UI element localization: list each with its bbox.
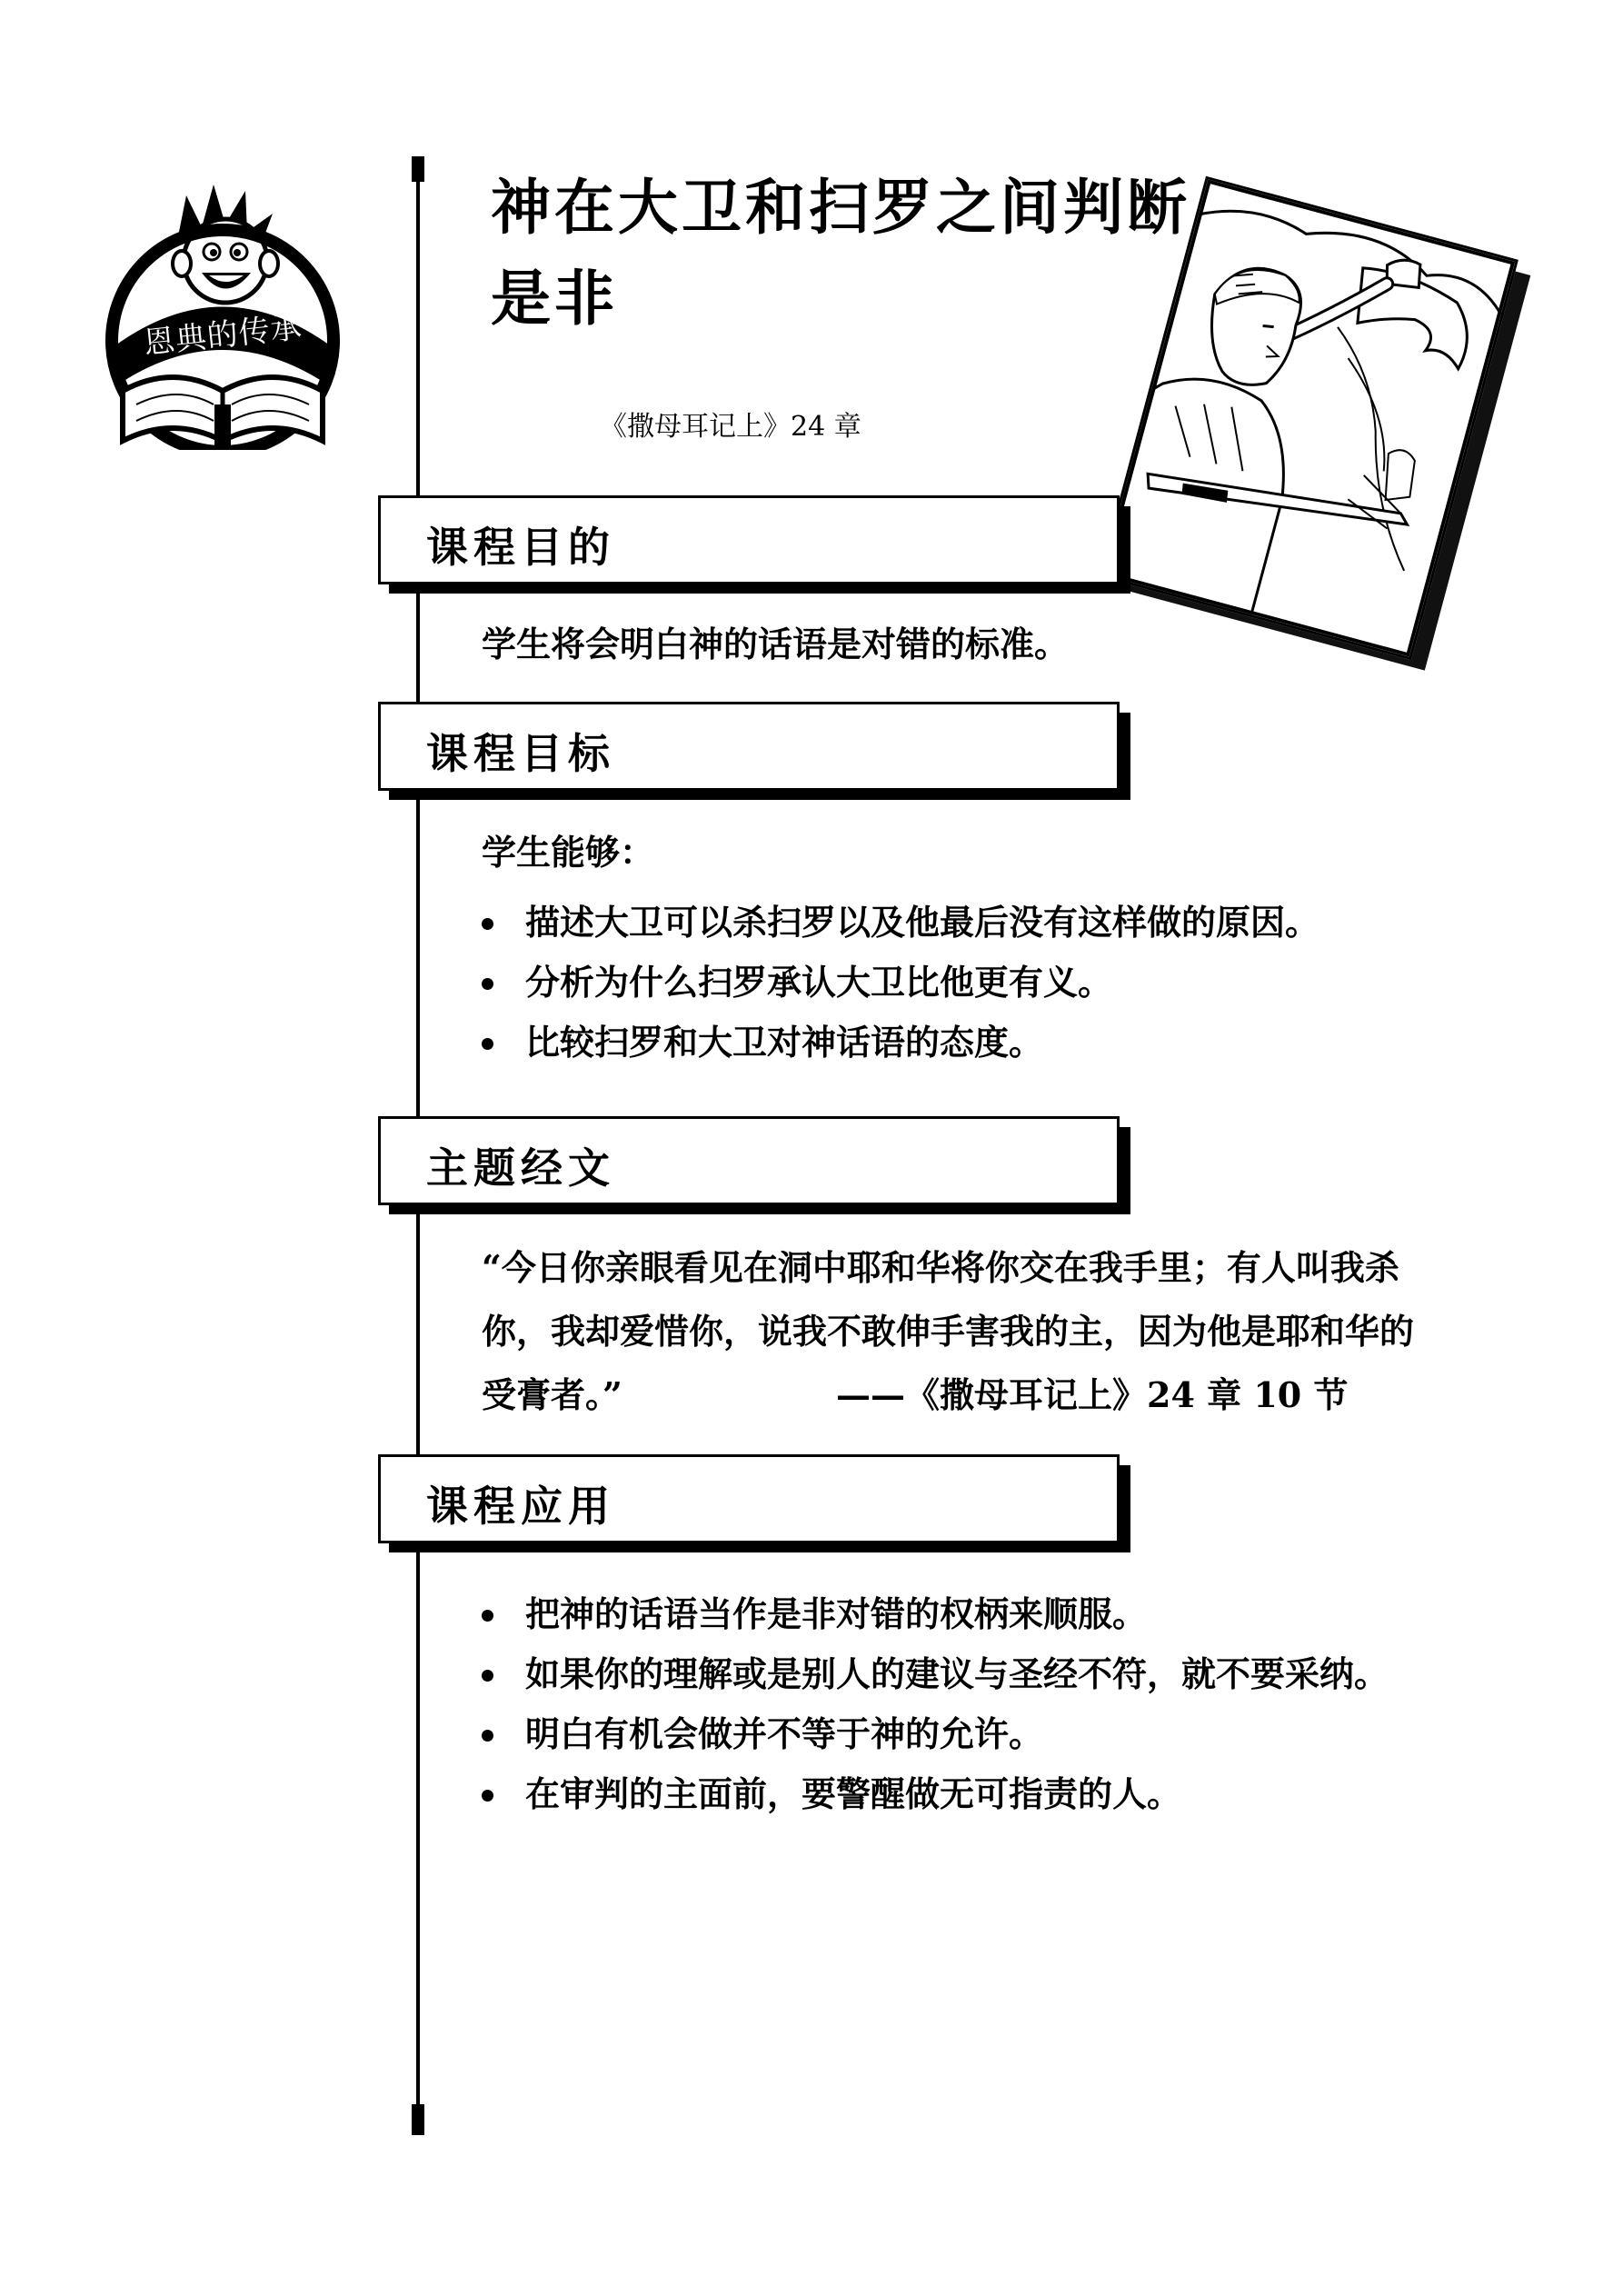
header-box [378, 1116, 1120, 1205]
section-heading: 课程目的 [426, 523, 615, 572]
section-heading: 主题经文 [426, 1143, 615, 1193]
list-item: 描述大卫可以杀扫罗以及他最后没有这样做的原因。 [473, 893, 1319, 953]
scripture-reference: 《撒母耳记上》24 章 [600, 411, 861, 443]
purpose-text: 学生将会明白神的话语是对错的标准。 [482, 624, 1070, 664]
application-list [473, 1584, 1389, 1824]
verse-line-2: 你，我却爱惜你，说我不敢伸手害我的主，因为他是耶和华的 [482, 1311, 1415, 1352]
section-heading: 课程应用 [426, 1482, 615, 1531]
page-title [491, 162, 1236, 344]
key-verse [482, 1236, 1536, 1427]
list-item: 明白有机会做并不等于神的允许。 [473, 1704, 1389, 1764]
series-logo [100, 177, 345, 450]
list-item: 在审判的主面前，要警醒做无可指责的人。 [473, 1764, 1389, 1824]
section-key-verse-header [378, 1116, 1120, 1203]
header-box [378, 702, 1120, 791]
header-box [378, 495, 1120, 584]
list-item: 如果你的理解或是别人的建议与圣经不符，就不要采纳。 [473, 1644, 1389, 1704]
list-item: 比较扫罗和大卫对神话语的态度。 [473, 1013, 1319, 1073]
section-application-header [378, 1454, 1120, 1542]
section-objectives-header [378, 702, 1120, 789]
objectives-list [473, 893, 1319, 1073]
objectives-lead: 学生能够： [482, 832, 655, 873]
timeline-bottom-cap [412, 2104, 424, 2135]
header-box [378, 1454, 1120, 1543]
section-purpose-header [378, 495, 1120, 583]
title-line-2: 是非 [491, 263, 618, 334]
list-item: 把神的话语当作是非对错的权柄来顺服。 [473, 1584, 1389, 1644]
verse-source: ——《撒母耳记上》24 章 10 节 [836, 1374, 1349, 1415]
verse-line-3: 受膏者。” [482, 1374, 622, 1415]
verse-line-1: “今日你亲眼看见在洞中耶和华将你交在我手里；有人叫我杀 [482, 1247, 1399, 1288]
logo-text: 恩典的传承 [142, 308, 304, 363]
title-line-1: 神在大卫和扫罗之间判断 [491, 172, 1190, 243]
section-heading: 课程目标 [426, 729, 615, 778]
list-item: 分析为什么扫罗承认大卫比他更有义。 [473, 953, 1319, 1013]
